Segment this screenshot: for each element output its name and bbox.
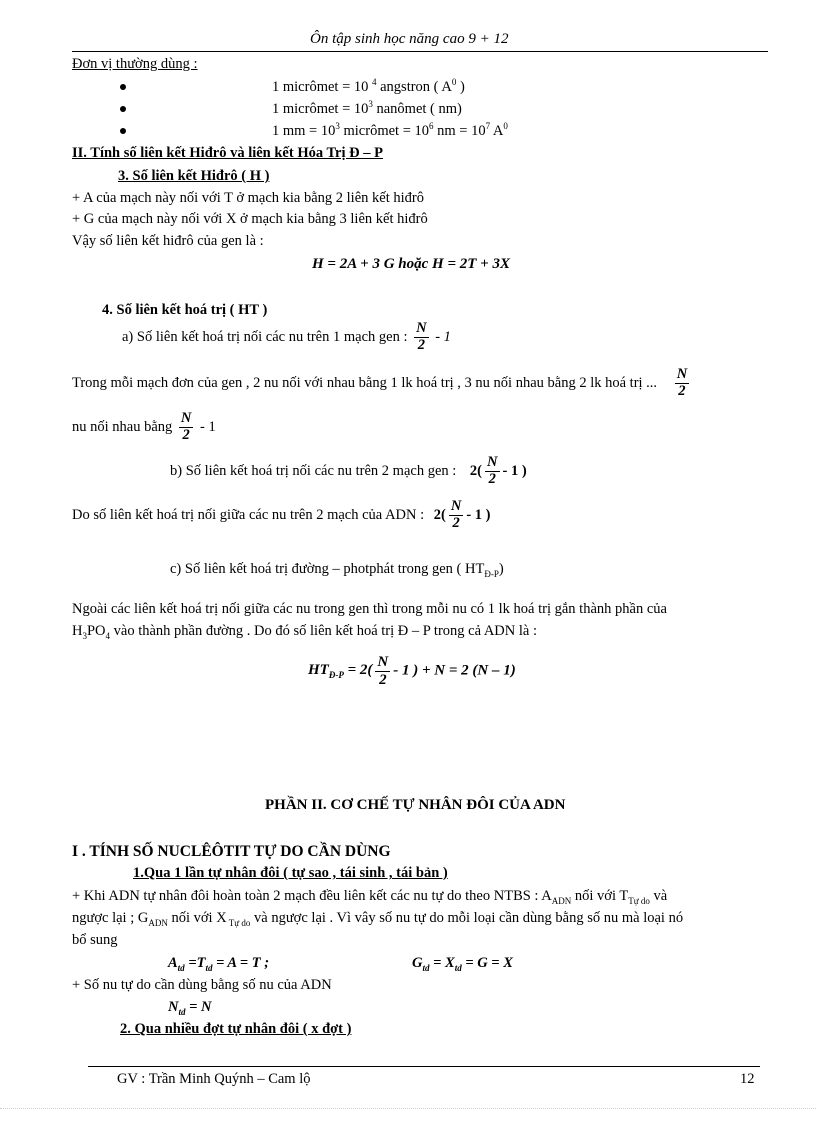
paragraph-replication-3: bổ sung <box>72 932 118 948</box>
page-number: 12 <box>740 1071 755 1087</box>
fraction-n-over-2-f: $\frac{N}{2}$ <box>377 654 389 688</box>
running-header: Ôn tập sinh học năng cao 9 + 12 <box>310 31 509 47</box>
formula-h: H = 2A + 3 G hoặc H = 2T + 3X <box>312 256 510 272</box>
fraction-n-over-2-c: $\frac{N}{2}$ <box>180 410 192 443</box>
section-2-heading: II. Tính số liên kết Hiđrô và liên kết Hóa Trị Đ – P <box>72 145 383 161</box>
fraction-n-over-2-d: $\frac{N}{2}$ <box>487 454 498 487</box>
bullet-1 <box>120 84 126 90</box>
footer-author: GV : Trần Minh Quýnh – Cam lộ <box>117 1071 311 1087</box>
page-bottom-edge <box>0 1108 816 1123</box>
paragraph-ngoai-2: $H_3PO_4$ vào thành phần đường . Do đó số liên kết hoá trị Đ – P trong cả ADN là : <box>72 623 537 641</box>
fraction-n-over-2-e: $\frac{N}{2}$ <box>450 498 462 531</box>
bullet-2 <box>120 106 126 112</box>
paragraph-free-nu: + Số nu tự do cần dùng bằng số nu của ADN <box>72 977 332 993</box>
bullet-3 <box>120 128 126 134</box>
header-rule <box>72 51 768 52</box>
paragraph-replication-2: ngược lại ; $G_{ADN}$ nối với X $_{Tự do}$ và ngược lại . Vì vây số nu tự do mỗi loại cần dùng bằng số nu mà loại nó <box>72 910 684 928</box>
paragraph-a-t: + A của mạch này nối với T ở mạch kia bằng 2 liên kết hiđrô <box>72 190 424 206</box>
formula-a-t: $A_{td} =T_{td} = A = T$ ; <box>168 955 270 973</box>
paragraph-ngoai-1: Ngoài các liên kết hoá trị nối giữa các nu trong gen thì trong mỗi nu có 1 lk hoá trị gắn thành phần của <box>72 601 667 617</box>
formula-n: $N_{td} = N$ <box>168 999 212 1017</box>
part-2-heading-1-1: 1.Qua 1 lần tự nhân đôi ( tự sao , tái sinh , tái bản ) <box>133 865 448 881</box>
formula-ht: $HT_{Đ-P} = 2$( $\frac{N}{2}$ - 1 ) + N = 2 (N – 1) <box>308 654 516 688</box>
paragraph-each-strand: Trong mỗi mạch đơn của gen , 2 nu nối với nhau bằng 1 lk hoá trị , 3 nu nối nhau bằng 2 lk hoá trị ... $\frac{N}{2}$ <box>72 366 688 399</box>
footer-rule <box>88 1066 760 1067</box>
formula-g-x: $G_{td} = X_{td} = G = X$ <box>412 955 513 973</box>
line-a: a) Số liên kết hoá trị nối các nu trên 1 mạch gen : $\frac{N}{2}$ - 1 <box>122 320 451 353</box>
paragraph-nu-connect: nu nối nhau bằng $\frac{N}{2}$ - 1 <box>72 410 216 443</box>
part-2-heading-1-2: 2. Qua nhiều đợt tự nhân đôi ( x đợt ) <box>120 1021 352 1037</box>
paragraph-g-x: + G của mạch này nối với X ở mạch kia bằng 3 liên kết hiđrô <box>72 211 428 227</box>
fraction-n-over-2-b: $\frac{N}{2}$ <box>676 366 688 399</box>
part-2-title: PHẦN II. CƠ CHẾ TỰ NHÂN ĐÔI CỦA ADN <box>265 797 566 813</box>
paragraph-conclusion: Vậy số liên kết hiđrô của gen là : <box>72 233 264 249</box>
unit-line-1: 1 micrômet = 10 $^4$ angstron ( $A^0$ ) <box>272 77 465 95</box>
line-b: b) Số liên kết hoá trị nối các nu trên 2 mạch gen : 2( $\frac{N}{2}$ - 1 ) <box>170 454 527 487</box>
part-2-heading-1: I . TÍNH SỐ NUCLÊÔTIT TỰ DO CẦN DÙNG <box>72 843 391 860</box>
heading-hydrogen-bonds: 3. Số liên kết Hiđrô ( H ) <box>118 168 270 184</box>
fraction-n-over-2: $\frac{N}{2}$ <box>416 320 427 353</box>
units-heading: Đơn vị thường dùng : <box>72 56 198 72</box>
unit-line-2: 1 micrômet = $10^3$ nanômet ( nm) <box>272 99 462 117</box>
line-c: c) Số liên kết hoá trị đường – photphát trong gen ( $HT_{Đ-P}$) <box>170 561 504 579</box>
heading-covalent-bonds: 4. Số liên kết hoá trị ( HT ) <box>102 302 268 318</box>
paragraph-replication-1: + Khi ADN tự nhân đôi hoàn toàn 2 mạch đều liên kết các nu tự do theo NTBS : $A_{ADN}$ nối với $T_{Tự do}$ và <box>72 888 668 906</box>
paragraph-do: Do số liên kết hoá trị nối giữa các nu trên 2 mạch của ADN : 2( $\frac{N}{2}$ - 1 ) <box>72 498 491 531</box>
unit-line-3: 1 mm = $10^3$ micrômet = $10^6$ nm = $10^7$ $A^0$ <box>272 121 508 139</box>
